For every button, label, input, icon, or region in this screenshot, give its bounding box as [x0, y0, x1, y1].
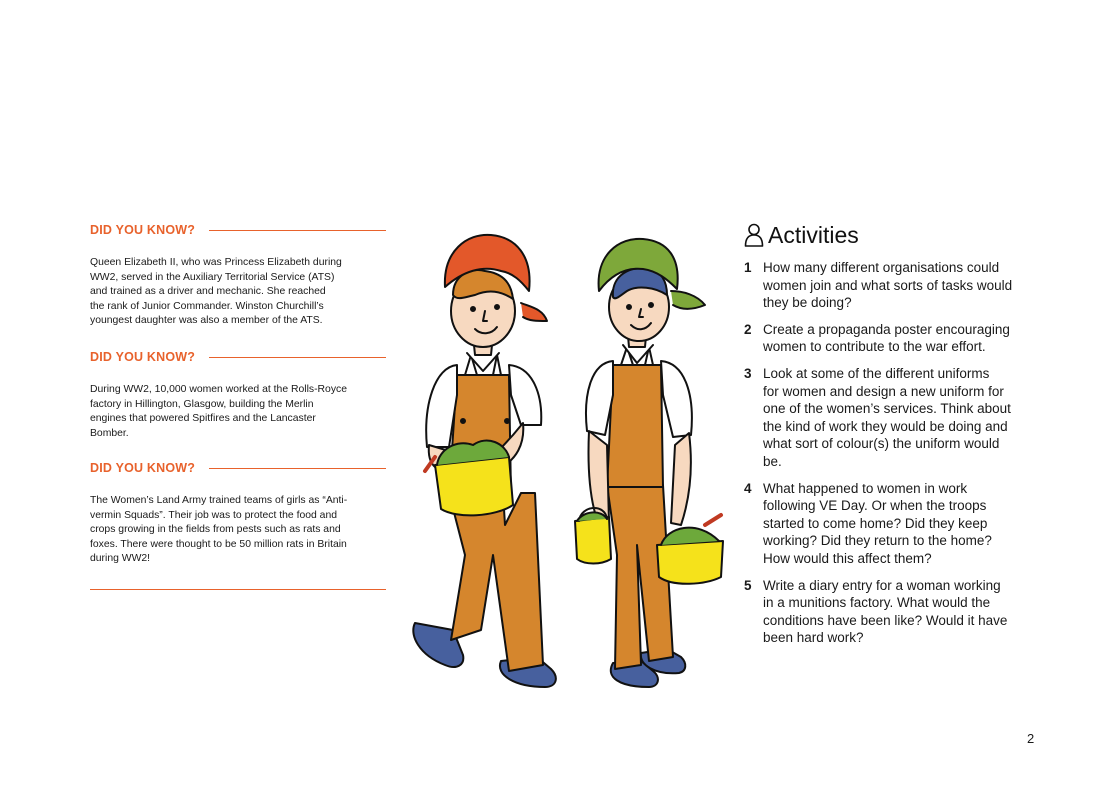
did-you-know-title: DID YOU KNOW?: [90, 350, 196, 364]
basket: [575, 517, 611, 564]
basket: [657, 541, 723, 584]
activity-item: [744, 365, 1044, 471]
activity-line: What happened to women in work: [763, 480, 968, 496]
activities-heading: [744, 221, 859, 249]
page-number: 2: [1027, 731, 1035, 746]
activity-line: one of the women’s services. Think about: [763, 401, 1011, 417]
fact-line: factory in Hillington, Glasgow, building the Merlin: [90, 398, 314, 410]
fact-line: engines that powered Spitfires and the Lancaster: [90, 413, 316, 425]
fact-line: during WW2!: [90, 553, 151, 565]
fact-text-3: [90, 494, 388, 567]
activity-line: be.: [763, 453, 782, 469]
did-you-know-heading-2: [90, 348, 386, 366]
activity-line: for women and design a new uniform for: [763, 383, 1004, 399]
did-you-know-title: DID YOU KNOW?: [90, 223, 196, 237]
activity-text: [763, 365, 1044, 471]
fact-line: Queen Elizabeth II, who was Princess Elizabeth during: [90, 257, 342, 268]
activity-text: [763, 577, 1044, 647]
fact-text-1: [90, 256, 388, 329]
activity-number: 3: [744, 365, 752, 381]
activity-number: 2: [744, 321, 752, 337]
activity-text: [763, 259, 1044, 312]
heading-rule: [209, 357, 386, 358]
activity-line: women join and what sorts of tasks would: [763, 277, 1013, 293]
activity-item: [744, 259, 1044, 312]
activity-line: Look at some of the different uniforms: [763, 365, 990, 381]
activity-item: [744, 577, 1044, 647]
fact-line: the rank of Junior Commander. Winston Churchill’s: [90, 300, 324, 312]
activities-title: Activities: [768, 222, 859, 248]
land-girls-illustration: [405, 225, 735, 695]
activity-line: Write a diary entry for a woman working: [763, 577, 1001, 593]
overalls-bib: [607, 365, 663, 487]
activity-line: How would this affect them?: [763, 550, 932, 566]
heading-rule: [209, 468, 386, 469]
activity-line: Create a propaganda poster encouraging: [763, 321, 1010, 337]
activity-number: 5: [744, 577, 752, 593]
activity-number: 1: [744, 260, 752, 275]
person-icon: [744, 223, 764, 247]
activity-line: been hard work?: [763, 630, 864, 646]
fact-line: During WW2, 10,000 women worked at the Rolls-Royce: [90, 384, 347, 395]
fact-line: vermin Squads”. Their job was to protect the food and: [90, 509, 338, 521]
basket: [435, 457, 513, 515]
activity-line: started to come home? Did they keep: [763, 515, 988, 531]
fact-line: foxes. There were thought to be 50 million rats in Britain: [90, 538, 347, 550]
overalls-legs: [449, 493, 543, 671]
heading-rule: [209, 230, 386, 231]
activity-line: women to contribute to the war effort.: [763, 339, 986, 355]
fact-line: youngest daughter was also a member of the ATS.: [90, 315, 323, 327]
activity-line: in a munitions factory. What would the: [763, 595, 991, 611]
fact-line: The Women’s Land Army trained teams of girls as “Anti-: [90, 495, 348, 506]
activity-text: [763, 321, 1044, 356]
activity-line: the kind of work they would be doing and: [763, 418, 1008, 434]
fact-line: crops growing in the fields from pests such as rats and: [90, 524, 341, 536]
fact-line: Bomber.: [90, 427, 129, 439]
activity-line: they be doing?: [763, 295, 852, 311]
activity-line: conditions have been like? Would it have: [763, 612, 1008, 628]
fact-line: and trained as a driver and mechanic. She reached: [90, 286, 326, 298]
activities-list: [744, 259, 1044, 647]
did-you-know-heading-3: [90, 459, 386, 477]
activity-text: [763, 480, 1044, 568]
activity-line: working? Did they return to the home?: [763, 533, 992, 549]
did-you-know-title: DID YOU KNOW?: [90, 461, 196, 475]
fact-text-2: [90, 383, 388, 441]
activity-number: 4: [744, 480, 752, 496]
did-you-know-heading-1: [90, 221, 386, 239]
activity-item: [744, 480, 1044, 568]
activity-line: following VE Day. Or when the troops: [763, 498, 987, 514]
activity-line: what sort of colour(s) the uniform would: [763, 436, 1000, 452]
activity-line: How many different organisations could: [763, 260, 1000, 275]
fact-line: WW2, served in the Auxiliary Territorial Service (ATS): [90, 271, 335, 283]
activity-item: [744, 321, 1044, 356]
section-divider: [90, 589, 386, 590]
